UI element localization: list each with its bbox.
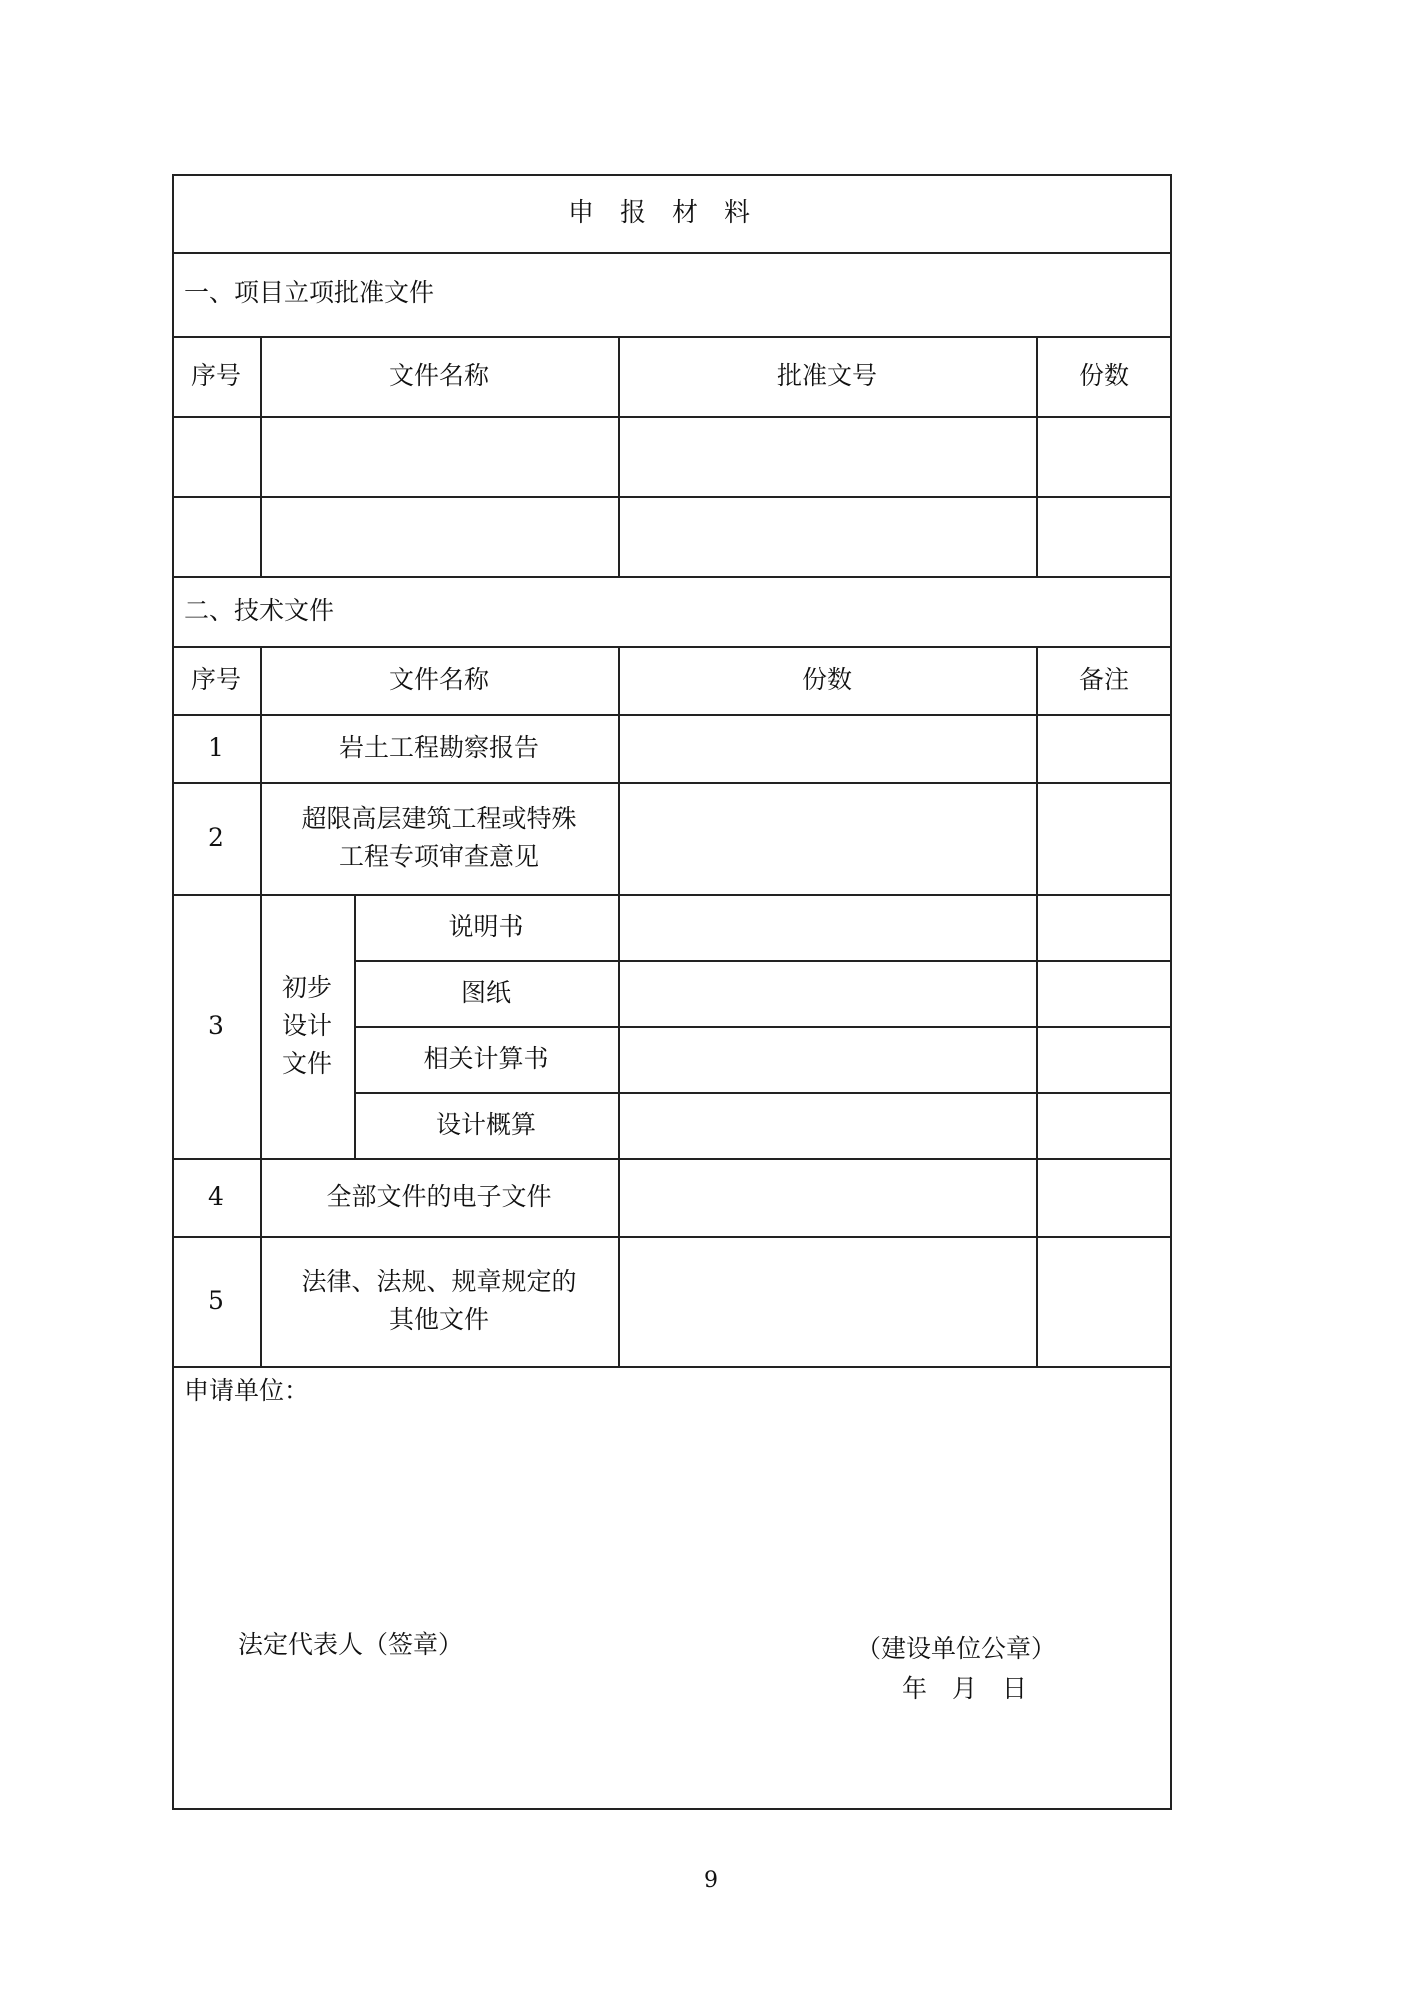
table-border-right: [1170, 174, 1172, 1810]
company-seal-label: （建设单位公章）: [856, 1634, 1057, 1663]
file-name-line: 法律、法规、规章规定的: [301, 1267, 577, 1296]
row-file-name: [260, 782, 618, 894]
table-border-bottom: [172, 1808, 1172, 1810]
file-name-line: 其他文件: [388, 1305, 489, 1334]
row-number: 5: [208, 1286, 224, 1315]
form-title: 申报材料: [567, 198, 776, 228]
col-header-file-name: 文件名称: [388, 361, 489, 390]
section2-heading: 二、技术文件: [184, 596, 335, 625]
col-header-approval-number: 批准文号: [776, 361, 877, 390]
column-divider: [618, 646, 620, 1366]
row-divider: [172, 576, 1172, 578]
col-header-copies: 份数: [801, 665, 852, 694]
group-label-line: 初步: [281, 973, 332, 1002]
file-name-line: 超限高层建筑工程或特殊: [301, 804, 577, 833]
row-number: 3: [208, 1011, 224, 1040]
row-number: 4: [208, 1182, 224, 1211]
row-divider: [172, 252, 1172, 254]
col-header-serial: 序号: [190, 665, 241, 694]
column-divider: [1036, 646, 1038, 1366]
row-file-name: [260, 1236, 618, 1366]
row-file-name: 岩土工程勘察报告: [338, 733, 539, 762]
col-header-file-name: 文件名称: [388, 665, 489, 694]
col-header-remarks: 备注: [1078, 665, 1129, 694]
legal-representative-signature: 法定代表人（签章）: [238, 1630, 464, 1659]
row-divider: [172, 496, 1172, 498]
applicant-label: 申请单位：: [184, 1376, 310, 1405]
sub-item-drawings: 图纸: [460, 978, 511, 1007]
file-name-line: 工程专项审查意见: [338, 842, 539, 871]
group-label-line: 设计: [281, 1011, 332, 1040]
sub-item-budget-estimate: 设计概算: [435, 1110, 536, 1139]
group-label-preliminary-design: [260, 894, 354, 1158]
row-divider: [172, 1366, 1172, 1368]
group-label-line: 文件: [281, 1049, 332, 1078]
row-number: 1: [208, 733, 224, 762]
col-header-serial: 序号: [190, 361, 241, 390]
signature-date: 年 月 日: [902, 1674, 1028, 1703]
section1-heading: 一、项目立项批准文件: [184, 278, 435, 307]
row-divider: [172, 416, 1172, 418]
row-number: 2: [208, 823, 224, 852]
sub-item-instructions: 说明书: [448, 912, 524, 941]
application-materials-form: [172, 174, 1172, 1810]
col-header-copies: 份数: [1078, 361, 1129, 390]
page-number: 9: [704, 1868, 718, 1893]
sub-item-calculations: 相关计算书: [423, 1044, 549, 1073]
row-file-name: 全部文件的电子文件: [326, 1182, 552, 1211]
